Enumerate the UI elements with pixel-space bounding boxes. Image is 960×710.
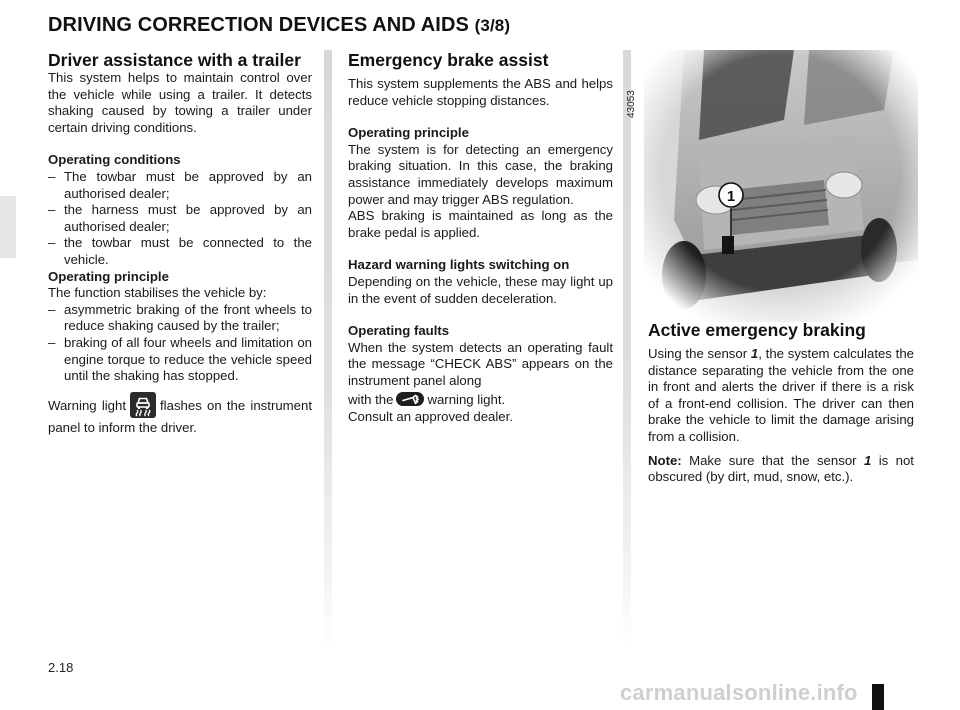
column-emergency-brake-assist [348, 50, 613, 425]
faults-text: When the system detects an operating fault the message “CHECK ABS” appears on the instrument panel along [348, 339, 613, 388]
column-active-braking [648, 320, 914, 486]
principle-list [48, 302, 312, 385]
watermark: carmanualsonline.info [620, 680, 858, 705]
principle-text-brake: The system is for detecting an emergency braking situation. In this case, the braking assistance immediately develops maximum power and may trigger ABS regulation. [348, 141, 613, 207]
column-trailer-assist [48, 50, 312, 437]
chapter-tab [0, 196, 16, 258]
principle-title-brake: Operating principle [348, 125, 469, 141]
conditions-list [48, 169, 312, 269]
corner-mark [872, 684, 884, 710]
figure-marker: 1 [726, 188, 736, 205]
brake-assist-intro: This system supplements the ABS and helps reduce vehicle stopping distances. [348, 76, 613, 108]
trailer-intro: This system helps to maintain control over the vehicle while using a trailer. It detects shaking caused by towing a trailer under certain driving conditions. [48, 70, 312, 135]
hazard-text: Depending on the vehicle, these may light up in the event of sudden deceleration. [348, 273, 613, 306]
faults-title: Operating faults [348, 323, 450, 339]
figure-code: 43053 [626, 90, 637, 118]
section-heading-trailer: Driver assistance with a trailer [48, 50, 301, 70]
list-item: – the towbar must be connected to the vehicle. [48, 235, 312, 268]
faults-consult: Consult an approved dealer. [348, 408, 513, 424]
list-item: – The towbar must be approved by an authorised dealer; [48, 169, 312, 202]
section-heading-brake-assist: Emergency brake assist [348, 50, 549, 70]
faults-warning-line: with the warning light. [348, 391, 506, 407]
principle-title-trailer: Operating principle [48, 268, 169, 284]
warning-light-text: Warning light flashes on the instrument panel to inform the driver. [48, 392, 312, 437]
list-item: – the harness must be approved by an authorised dealer; [48, 202, 312, 235]
note-text: Note: Make sure that the sensor 1 is not obscured (by dirt, mud, snow, etc.). [648, 452, 914, 485]
list-item: – asymmetric braking of the front wheels to reduce shaking caused by the trailer; [48, 302, 312, 335]
hazard-title: Hazard warning lights switching on [348, 257, 570, 273]
page-title [48, 14, 510, 37]
title-text: DRIVING CORRECTION DEVICES AND AIDS [48, 14, 469, 36]
list-item: – braking of all four wheels and limitation on engine torque to reduce the vehicle speed until the shaking has stopped. [48, 335, 312, 385]
trailer-stability-warning-icon [130, 392, 156, 418]
spanner-warning-icon [396, 392, 424, 406]
active-braking-text: Using the sensor 1, the system calculates the distance separating the vehicle from the one in front and alerts the driver if there is a risk of a front-end collision. The driver can then brake the vehicle to limit the damage arising from a collision. [648, 346, 914, 444]
section-heading-active-braking: Active emergency braking [648, 320, 866, 340]
title-part: (3/8) [474, 16, 511, 35]
principle-text-abs: ABS braking is maintained as long as the brake pedal is applied. [348, 208, 613, 240]
column-divider-left [324, 50, 332, 650]
principle-intro-trailer: The function stabilises the vehicle by: [48, 285, 267, 301]
page-number: 2.18 [48, 660, 74, 675]
column-divider-right [623, 50, 631, 650]
van-front-photo [644, 50, 918, 322]
conditions-title: Operating conditions [48, 152, 181, 168]
